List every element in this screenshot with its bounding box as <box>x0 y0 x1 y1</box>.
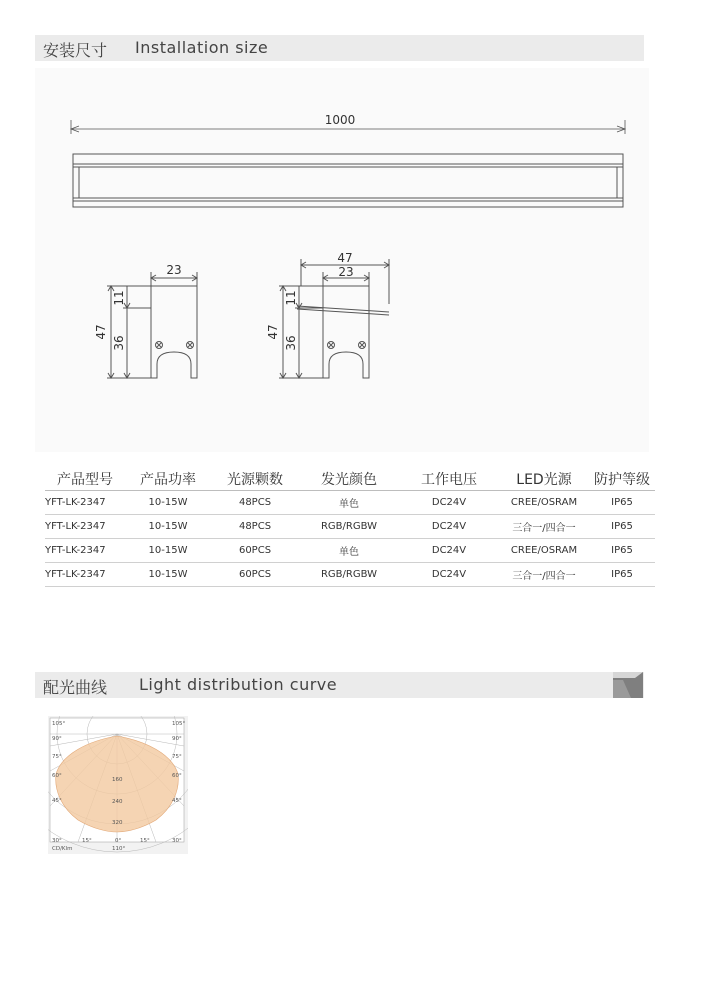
section-title-en: Light distribution curve <box>139 675 338 694</box>
length-label: 1000 <box>324 113 356 127</box>
light-distribution-polar-chart <box>48 716 188 854</box>
cell-color: RGB/RGBW <box>299 515 399 539</box>
cell-power: 10-15W <box>125 491 211 515</box>
angle-label: 15° <box>82 838 92 844</box>
column-header: 防护等级 <box>589 468 655 491</box>
cell-power: 10-15W <box>125 563 211 587</box>
beam-angle-label: 110° <box>112 846 126 852</box>
cell-power: 10-15W <box>125 515 211 539</box>
angle-label: 15° <box>140 838 150 844</box>
cell-led-count: 60PCS <box>211 539 299 563</box>
angle-label: 105° <box>172 721 186 727</box>
section-title-en: Installation size <box>135 38 269 57</box>
column-header: 产品功率 <box>125 468 211 491</box>
table-header-row <box>45 468 655 491</box>
section-title-cn: 安装尺寸 <box>43 41 108 60</box>
cell-model: YFT-LK-2347 <box>45 491 125 515</box>
angle-label: 30° <box>172 838 182 844</box>
cell-model: YFT-LK-2347 <box>45 563 125 587</box>
cell-color: RGB/RGBW <box>299 563 399 587</box>
table-row <box>45 539 655 563</box>
column-header: 发光颜色 <box>299 468 399 491</box>
cell-color: 单色 <box>299 539 399 563</box>
profile1-width-label: 23 <box>166 263 182 277</box>
profile-view-2 <box>279 259 389 378</box>
radial-label: 240 <box>112 799 123 805</box>
profile1-height-label: 47 <box>94 324 108 340</box>
profile2-overall-width-label: 47 <box>337 251 353 265</box>
cell-led-count: 48PCS <box>211 515 299 539</box>
cell-voltage: DC24V <box>399 515 499 539</box>
cell-power: 10-15W <box>125 539 211 563</box>
radial-label: 160 <box>112 777 123 783</box>
profile-view-1 <box>107 272 197 378</box>
fixture-side-view <box>73 154 623 207</box>
table-row <box>45 563 655 587</box>
installation-drawing <box>35 68 649 452</box>
angle-label: 60° <box>172 773 182 779</box>
section-header-light-distribution <box>35 672 644 698</box>
profile1-body-label: 36 <box>112 335 126 351</box>
cell-voltage: DC24V <box>399 491 499 515</box>
profile2-body-label: 36 <box>284 335 298 351</box>
column-header: LED光源 <box>499 468 589 491</box>
column-header: 产品型号 <box>45 468 125 491</box>
section-title-cn: 配光曲线 <box>43 678 108 697</box>
angle-label: 60° <box>52 773 62 779</box>
installation-drawing-area <box>35 68 649 452</box>
cell-led-count: 60PCS <box>211 563 299 587</box>
spec-table <box>45 468 655 587</box>
cell-color: 单色 <box>299 491 399 515</box>
angle-label: 45° <box>172 798 182 804</box>
cell-led-source: CREE/OSRAM <box>499 491 589 515</box>
profile2-top-label: 11 <box>284 290 298 306</box>
angle-label: 0° <box>115 838 122 844</box>
column-header: 光源颗数 <box>211 468 299 491</box>
angle-label: 90° <box>52 736 62 742</box>
angle-label: 90° <box>172 736 182 742</box>
cell-led-count: 48PCS <box>211 491 299 515</box>
cell-ip: IP65 <box>589 491 655 515</box>
cell-led-source: 三合一/四合一 <box>499 515 589 539</box>
angle-label: 75° <box>52 754 62 760</box>
profile2-height-label: 47 <box>266 324 280 340</box>
column-header: 工作电压 <box>399 468 499 491</box>
radial-label: 320 <box>112 820 123 826</box>
cell-led-source: CREE/OSRAM <box>499 539 589 563</box>
cell-model: YFT-LK-2347 <box>45 515 125 539</box>
cell-voltage: DC24V <box>399 539 499 563</box>
cell-voltage: DC24V <box>399 563 499 587</box>
cell-ip: IP65 <box>589 563 655 587</box>
cell-led-source: 三合一/四合一 <box>499 563 589 587</box>
section-header-installation <box>35 35 644 61</box>
table-row <box>45 491 655 515</box>
angle-label: 75° <box>172 754 182 760</box>
angle-label: 45° <box>52 798 62 804</box>
angle-label: 105° <box>52 721 66 727</box>
angle-label: 30° <box>52 838 62 844</box>
cell-ip: IP65 <box>589 515 655 539</box>
profile2-width-label: 23 <box>338 265 354 279</box>
unit-label: CD/Klm <box>52 846 73 852</box>
corner-decoration-icon <box>613 672 643 698</box>
profile1-top-label: 11 <box>112 290 126 306</box>
cell-model: YFT-LK-2347 <box>45 539 125 563</box>
cell-ip: IP65 <box>589 539 655 563</box>
table-row <box>45 515 655 539</box>
